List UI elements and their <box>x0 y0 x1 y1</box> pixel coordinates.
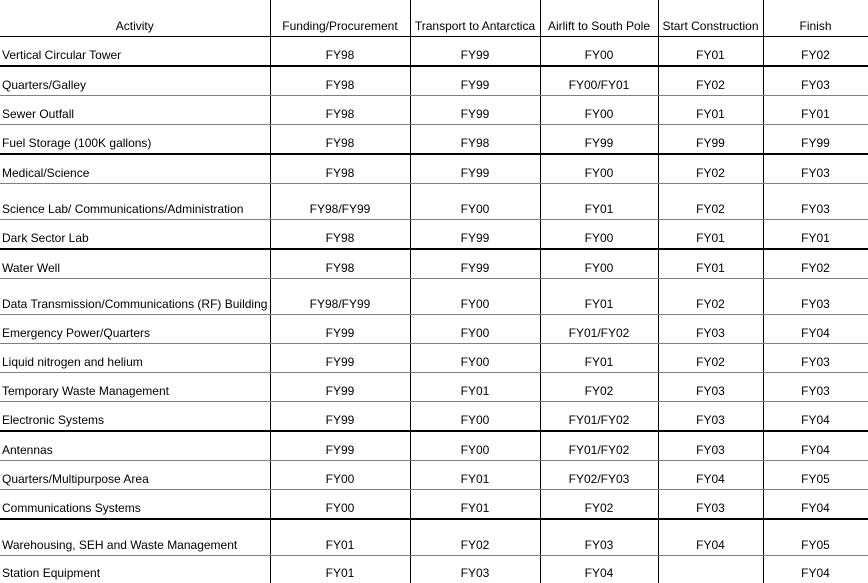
cell-activity: Fuel Storage (100K gallons) <box>0 125 270 155</box>
cell-start: FY02 <box>658 279 763 315</box>
cell-airlift: FY99 <box>540 125 658 155</box>
cell-transport: FY00 <box>410 431 540 461</box>
table-row <box>0 402 868 432</box>
cell-airlift: FY01 <box>540 344 658 373</box>
cell-funding: FY98 <box>270 220 410 250</box>
cell-finish: FY05 <box>763 461 868 490</box>
cell-transport: FY02 <box>410 519 540 556</box>
cell-start: FY01 <box>658 220 763 250</box>
cell-airlift: FY03 <box>540 519 658 556</box>
cell-funding: FY01 <box>270 556 410 583</box>
cell-finish: FY05 <box>763 519 868 556</box>
cell-activity: Quarters/Galley <box>0 66 270 96</box>
cell-activity: Station Equipment <box>0 556 270 583</box>
cell-funding: FY98 <box>270 37 410 67</box>
cell-transport: FY00 <box>410 344 540 373</box>
cell-activity: Temporary Waste Management <box>0 373 270 402</box>
cell-funding: FY99 <box>270 344 410 373</box>
cell-funding: FY99 <box>270 315 410 344</box>
cell-start: FY04 <box>658 461 763 490</box>
cell-airlift: FY04 <box>540 556 658 583</box>
cell-airlift: FY02 <box>540 490 658 520</box>
table-row <box>0 556 868 583</box>
cell-transport: FY99 <box>410 220 540 250</box>
cell-start: FY03 <box>658 490 763 520</box>
cell-transport: FY99 <box>410 66 540 96</box>
cell-funding: FY98/FY99 <box>270 184 410 220</box>
cell-finish: FY03 <box>763 66 868 96</box>
cell-airlift: FY00 <box>540 154 658 184</box>
cell-finish: FY04 <box>763 556 868 583</box>
cell-transport: FY98 <box>410 125 540 155</box>
cell-airlift: FY00 <box>540 249 658 279</box>
table-row <box>0 96 868 125</box>
cell-transport: FY99 <box>410 96 540 125</box>
cell-activity: Antennas <box>0 431 270 461</box>
cell-airlift: FY02 <box>540 373 658 402</box>
cell-transport: FY00 <box>410 315 540 344</box>
cell-start: FY04 <box>658 519 763 556</box>
table-row <box>0 279 868 315</box>
cell-activity: Quarters/Multipurpose Area <box>0 461 270 490</box>
table-row <box>0 315 868 344</box>
header-finish: Finish <box>763 0 868 37</box>
cell-airlift: FY01 <box>540 279 658 315</box>
cell-start: FY02 <box>658 184 763 220</box>
cell-airlift: FY00 <box>540 96 658 125</box>
cell-airlift: FY01/FY02 <box>540 431 658 461</box>
table-row <box>0 490 868 520</box>
cell-airlift: FY02/FY03 <box>540 461 658 490</box>
cell-transport: FY00 <box>410 279 540 315</box>
cell-activity: Water Well <box>0 249 270 279</box>
cell-activity: Science Lab/ Communications/Administration <box>0 184 270 220</box>
header-funding: Funding/Procurement <box>270 0 410 37</box>
cell-finish: FY03 <box>763 279 868 315</box>
cell-finish: FY03 <box>763 154 868 184</box>
cell-activity: Electronic Systems <box>0 402 270 432</box>
cell-funding: FY98 <box>270 154 410 184</box>
table-row <box>0 344 868 373</box>
cell-funding: FY98 <box>270 66 410 96</box>
cell-start: FY02 <box>658 154 763 184</box>
cell-activity: Vertical Circular Tower <box>0 37 270 67</box>
cell-finish: FY01 <box>763 96 868 125</box>
table-row <box>0 66 868 96</box>
cell-transport: FY99 <box>410 154 540 184</box>
table-row <box>0 373 868 402</box>
cell-start: FY02 <box>658 66 763 96</box>
cell-funding: FY98 <box>270 125 410 155</box>
cell-airlift: FY00 <box>540 37 658 67</box>
cell-finish: FY04 <box>763 315 868 344</box>
cell-finish: FY02 <box>763 249 868 279</box>
table-row <box>0 125 868 155</box>
cell-activity: Emergency Power/Quarters <box>0 315 270 344</box>
cell-start: FY99 <box>658 125 763 155</box>
cell-start: FY02 <box>658 344 763 373</box>
cell-airlift: FY00 <box>540 220 658 250</box>
cell-finish: FY04 <box>763 402 868 432</box>
cell-transport: FY01 <box>410 461 540 490</box>
table-row <box>0 37 868 67</box>
cell-activity: Warehousing, SEH and Waste Management <box>0 519 270 556</box>
cell-start: FY01 <box>658 96 763 125</box>
cell-airlift: FY00/FY01 <box>540 66 658 96</box>
cell-transport: FY99 <box>410 249 540 279</box>
cell-finish: FY03 <box>763 184 868 220</box>
table-row <box>0 184 868 220</box>
cell-finish: FY01 <box>763 220 868 250</box>
cell-start: FY03 <box>658 315 763 344</box>
cell-transport: FY03 <box>410 556 540 583</box>
cell-funding: FY99 <box>270 402 410 432</box>
cell-airlift: FY01/FY02 <box>540 402 658 432</box>
table-body <box>0 37 868 583</box>
header-row <box>0 0 868 37</box>
cell-airlift: FY01/FY02 <box>540 315 658 344</box>
cell-finish: FY02 <box>763 37 868 67</box>
cell-airlift: FY01 <box>540 184 658 220</box>
cell-transport: FY01 <box>410 373 540 402</box>
table-row <box>0 461 868 490</box>
cell-funding: FY99 <box>270 431 410 461</box>
cell-activity: Data Transmission/Communications (RF) Building <box>0 279 270 315</box>
cell-finish: FY04 <box>763 490 868 520</box>
cell-transport: FY00 <box>410 184 540 220</box>
cell-start: FY03 <box>658 402 763 432</box>
table-row <box>0 249 868 279</box>
cell-start: FY03 <box>658 373 763 402</box>
cell-funding: FY98 <box>270 249 410 279</box>
table-row <box>0 431 868 461</box>
cell-funding: FY98 <box>270 96 410 125</box>
table-row <box>0 154 868 184</box>
header-airlift: Airlift to South Pole <box>540 0 658 37</box>
cell-start: FY03 <box>658 431 763 461</box>
table-row <box>0 519 868 556</box>
header-transport: Transport to Antarctica <box>410 0 540 37</box>
cell-finish: FY04 <box>763 431 868 461</box>
cell-finish: FY99 <box>763 125 868 155</box>
cell-transport: FY99 <box>410 37 540 67</box>
header-activity: Activity <box>0 0 270 37</box>
cell-start: FY01 <box>658 249 763 279</box>
cell-start: FY01 <box>658 37 763 67</box>
cell-finish: FY03 <box>763 373 868 402</box>
cell-activity: Sewer Outfall <box>0 96 270 125</box>
cell-transport: FY01 <box>410 490 540 520</box>
cell-transport: FY00 <box>410 402 540 432</box>
table-row <box>0 220 868 250</box>
cell-activity: Communications Systems <box>0 490 270 520</box>
cell-funding: FY99 <box>270 373 410 402</box>
cell-funding: FY98/FY99 <box>270 279 410 315</box>
cell-start <box>658 556 763 583</box>
cell-activity: Liquid nitrogen and helium <box>0 344 270 373</box>
header-start: Start Construction <box>658 0 763 37</box>
cell-activity: Dark Sector Lab <box>0 220 270 250</box>
cell-activity: Medical/Science <box>0 154 270 184</box>
cell-funding: FY00 <box>270 461 410 490</box>
cell-funding: FY00 <box>270 490 410 520</box>
cell-finish: FY03 <box>763 344 868 373</box>
cell-funding: FY01 <box>270 519 410 556</box>
